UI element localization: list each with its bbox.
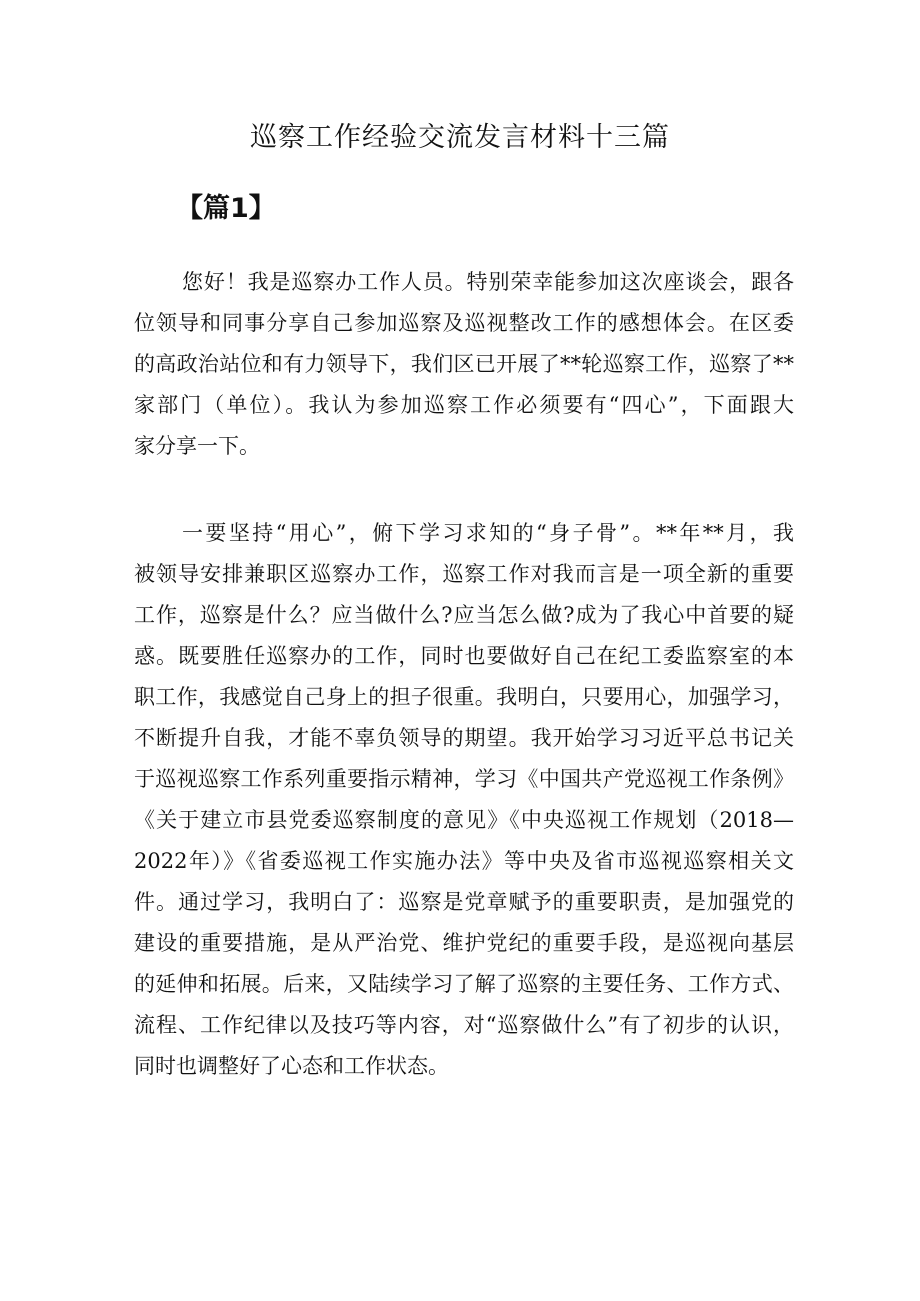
paragraph-line: 工作，巡察是什么？应当做什么?应当怎么做?成为了我心中首要的疑: [134, 603, 794, 627]
paragraph-line: 位领导和同事分享自己参加巡察及巡视整改工作的感想体会。在区委: [134, 311, 794, 335]
paragraph-line: 件。通过学习，我明白了：巡察是党章赋予的重要职责，是加强党的: [134, 890, 794, 914]
paragraph-line: 流程、工作纪律以及技巧等内容，对“巡察做什么”有了初步的认识，: [134, 1013, 794, 1037]
paragraph-line: 于巡视巡察工作系列重要指示精神，学习《中国共产党巡视工作条例》: [134, 767, 794, 791]
paragraph-line: 职工作，我感觉自己身上的担子很重。我明白，只要用心，加强学习，: [134, 685, 794, 709]
section-heading: 【篇1】: [176, 193, 276, 224]
paragraph-line: 的高政治站位和有力领导下，我们区已开展了**轮巡察工作，巡察了**: [134, 352, 794, 376]
paragraph-line: 《关于建立市县党委巡察制度的意见》《中央巡视工作规划（2018—: [134, 808, 794, 832]
paragraph-line: 惑。既要胜任巡察办的工作，同时也要做好自己在纪工委监察室的本: [134, 644, 794, 668]
paragraph-line: 被领导安排兼职区巡察办工作，巡察工作对我而言是一项全新的重要: [134, 562, 794, 586]
paragraph-line: 家部门（单位）。我认为参加巡察工作必须要有“四心”，下面跟大: [134, 393, 794, 417]
paragraph-line: 家分享一下。: [134, 434, 260, 458]
paragraph-line: 您好！我是巡察办工作人员。特别荣幸能参加这次座谈会，跟各: [182, 270, 794, 294]
paragraph-line: 2022年）》《省委巡视工作实施办法》等中央及省市巡视巡察相关文: [134, 849, 794, 873]
paragraph-1: [134, 262, 794, 467]
paragraph-line: 一要坚持“用心”，俯下学习求知的“身子骨”。**年**月，我: [182, 521, 794, 545]
paragraph-line: 建设的重要措施，是从严治党、维护党纪的重要手段，是巡视向基层: [134, 931, 794, 955]
paragraph-line: 同时也调整好了心态和工作状态。: [134, 1054, 449, 1078]
paragraph-line: 不断提升自我，才能不辜负领导的期望。我开始学习习近平总书记关: [134, 726, 794, 750]
document-title: 巡察工作经验交流发言材料十三篇: [250, 122, 670, 153]
paragraph-2: [134, 513, 794, 1087]
paragraph-line: 的延伸和拓展。后来，又陆续学习了解了巡察的主要任务、工作方式、: [134, 972, 794, 996]
